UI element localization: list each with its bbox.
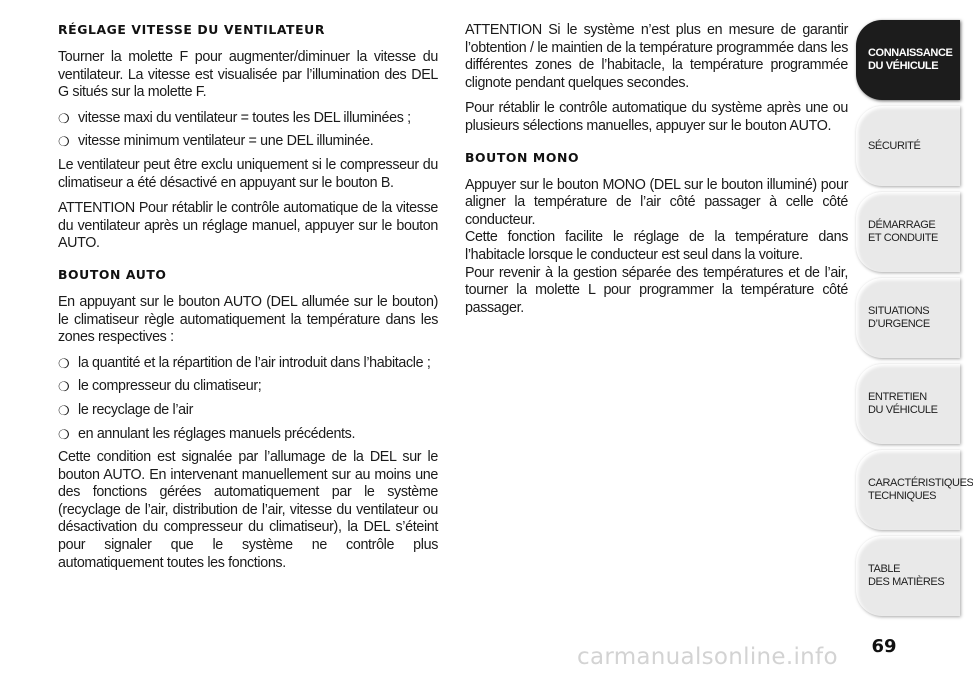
list-item-text: en annulant les réglages manuels précédents.	[78, 425, 356, 442]
tab-entretien-vehicule[interactable]	[856, 364, 960, 444]
left-column	[58, 22, 438, 580]
tab-table-matieres[interactable]	[856, 536, 960, 616]
tab-label: SÉCURITÉ	[868, 139, 921, 152]
attention-note: ATTENTION Pour rétablir le contrôle automatique de la vitesse du ventilateur après un réglage manuel, appuyer sur le bouton AUTO.	[58, 200, 438, 252]
list-item	[58, 426, 438, 444]
paragraph: Le ventilateur peut être exclu uniquement si le compresseur du climatiseur a été désactivé en appuyant sur le bouton B.	[58, 156, 438, 191]
tab-label: CARACTÉRISTIQUES TECHNIQUES	[868, 477, 973, 502]
paragraph: Cette fonction facilite le réglage de la température dans l’habitacle lorsque le conducteur est seul dans la voiture.	[465, 229, 848, 263]
paragraph: Pour revenir à la gestion séparée des températures et de l’air, tourner la molette L pour programmer la température côté passager.	[465, 264, 848, 316]
tab-label: SITUATIONS D’URGENCE	[868, 305, 930, 330]
paragraph: Pour rétablir le contrôle automatique du système après une ou plusieurs sélections manuelles, appuyer sur le bouton AUTO.	[465, 100, 848, 134]
list-item	[58, 355, 438, 373]
watermark: carmanualsonline.info	[577, 644, 838, 670]
tab-caracteristiques-techniques[interactable]	[856, 450, 973, 530]
list-item	[58, 378, 438, 396]
tab-demarrage-conduite[interactable]	[856, 192, 960, 272]
paragraph: Appuyer sur le bouton MONO (DEL sur le bouton illuminé) pour aligner la température de l’air côté passager à celle côté conducteur.	[465, 176, 848, 228]
list-item-text: vitesse minimum ventilateur = une DEL illuminée.	[78, 133, 374, 150]
circle-bullet-icon: ❍	[58, 379, 70, 395]
section-heading-mono-button: BOUTON MONO	[465, 149, 580, 165]
circle-bullet-icon: ❍	[58, 110, 70, 126]
circle-bullet-icon: ❍	[58, 134, 70, 150]
tab-label: TABLE DES MATIÈRES	[868, 563, 945, 588]
paragraph: En appuyant sur le bouton AUTO (DEL allumée sur le bouton) le climatiseur règle automatiquement la température dans les zones respectives :	[58, 293, 438, 346]
section-heading-auto-button: BOUTON AUTO	[58, 266, 167, 282]
bullet-list-fan	[58, 110, 438, 151]
list-item-text: la quantité et la répartition de l’air introduit dans l’habitacle ;	[78, 354, 431, 371]
circle-bullet-icon: ❍	[58, 402, 70, 418]
list-item-text: le compresseur du climatiseur;	[78, 378, 262, 395]
chapter-tab-nav	[856, 20, 973, 622]
tab-label: CONNAISSANCE DU VÉHICULE	[868, 47, 953, 72]
tab-label: DÉMARRAGE ET CONDUITE	[868, 219, 938, 244]
paragraph: Cette condition est signalée par l’allumage de la DEL sur le bouton AUTO. En intervenant manuellement sur au moins une des fonctions gérées automatiquement par le système (recyclage de l’air, distribution de l’air, vitesse du ventilateur ou désactivation du compresseur du climatiseur), la DEL s’éteint pour signaler que le système ne contrôle plus automatiquement toutes les fonctions.	[58, 449, 438, 571]
tab-label: ENTRETIEN DU VÉHICULE	[868, 391, 938, 416]
list-item	[58, 110, 438, 128]
attention-note: ATTENTION Si le système n’est plus en mesure de garantir l’obtention / le maintien de la température programmée dans les différentes zones de l’habitacle, la température programmée clignote pendant quelques secondes.	[465, 22, 848, 91]
circle-bullet-icon: ❍	[58, 426, 70, 442]
tab-securite[interactable]	[856, 106, 960, 186]
bullet-list-auto	[58, 355, 438, 443]
tab-connaissance-vehicule[interactable]	[856, 20, 960, 100]
right-column	[465, 22, 848, 325]
list-item	[58, 133, 438, 151]
page-number: 69	[871, 636, 897, 657]
list-item-text: vitesse maxi du ventilateur = toutes les DEL illuminées ;	[78, 109, 411, 126]
circle-bullet-icon: ❍	[58, 355, 70, 371]
paragraph: Tourner la molette F pour augmenter/diminuer la vitesse du ventilateur. La vitesse est visualisée par l’illumination des DEL G situés sur la molette F.	[58, 49, 438, 101]
tab-situations-urgence[interactable]	[856, 278, 960, 358]
section-heading-fan-speed: RÉGLAGE VITESSE DU VENTILATEUR	[58, 22, 325, 37]
list-item-text: le recyclage de l’air	[78, 401, 194, 418]
list-item	[58, 402, 438, 420]
